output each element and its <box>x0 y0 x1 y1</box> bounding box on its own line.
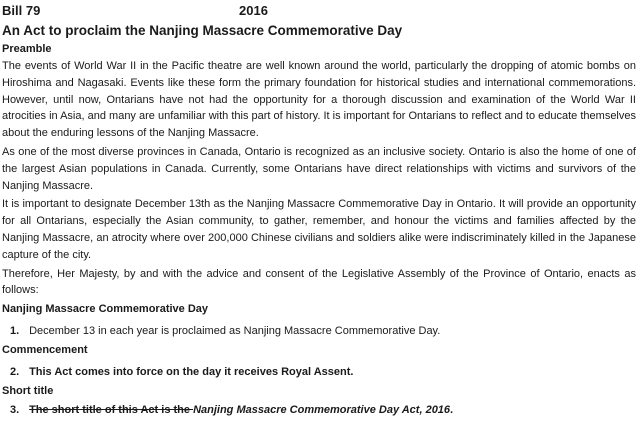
preamble-paragraph: The events of World War II in the Pacific theatre are well known around the world, particularly the dropping of atomic bombs on Hiroshima and Nagasaki. Events like these form the primary foundation for historical studies and international commemorations. However, until now, Ontarians have not had the opportunity for a thorough discussion and examination of the World War II atrocities in Asia, and many are unfamiliar with this part of history. It is important for Ontarians to reflect and to educate themselves about the enduring lessons of the Nanjing Massacre. <box>2 60 636 140</box>
section-3-text-suffix: . <box>450 404 454 417</box>
section-1 <box>2 323 636 339</box>
bill-number: Bill 79 <box>2 3 41 18</box>
section-1-number: 1. <box>10 325 20 338</box>
section-2-text: This Act comes into force on the day it receives Royal Assent. <box>29 366 354 379</box>
section-2 <box>2 364 636 380</box>
enacting-clause: Therefore, Her Majesty, by and with the advice and consent of the Legislative Assembly of the Province of Ontario, enacts as follows: <box>2 267 636 297</box>
section-3-number: 3. <box>10 404 20 417</box>
preamble-paragraph: It is important to designate December 13th as the Nanjing Massacre Commemorative Day in Ontario. It will provide an opportunity for all Ontarians, especially the Asian community, to gather, remember, and honour the victims and families affected by the Nanjing Massacre, an atrocity where over 200,000 Chinese civilians and soldiers alike were indiscriminately killed in the Japanese capture of the city. <box>2 198 636 261</box>
bill-document <box>2 3 636 418</box>
bill-year: 2016 <box>239 3 268 18</box>
section-2-heading: Commencement <box>2 344 88 357</box>
act-title: An Act to proclaim the Nanjing Massacre Commemorative Day <box>2 23 403 38</box>
bill-header <box>2 3 636 20</box>
section-3-heading: Short title <box>2 385 54 398</box>
section-3-text-prefix: The short title of this Act is the <box>29 404 194 417</box>
short-title-name: Nanjing Massacre Commemorative Day Act, 2016 <box>193 404 451 417</box>
section-1-heading: Nanjing Massacre Commemorative Day <box>2 303 209 316</box>
preamble-heading: Preamble <box>2 43 52 55</box>
section-2-number: 2. <box>10 366 20 379</box>
preamble-paragraph: As one of the most diverse provinces in Canada, Ontario is recognized as an inclusive society. Ontario is also the home of one of the largest Asian populations in Canada. Currently, some Ontarians have direct relationships with victims and survivors of the Nanjing Massacre. <box>2 145 636 192</box>
section-3 <box>2 402 636 418</box>
section-1-text: December 13 in each year is proclaimed as Nanjing Massacre Commemorative Day. <box>29 325 441 338</box>
